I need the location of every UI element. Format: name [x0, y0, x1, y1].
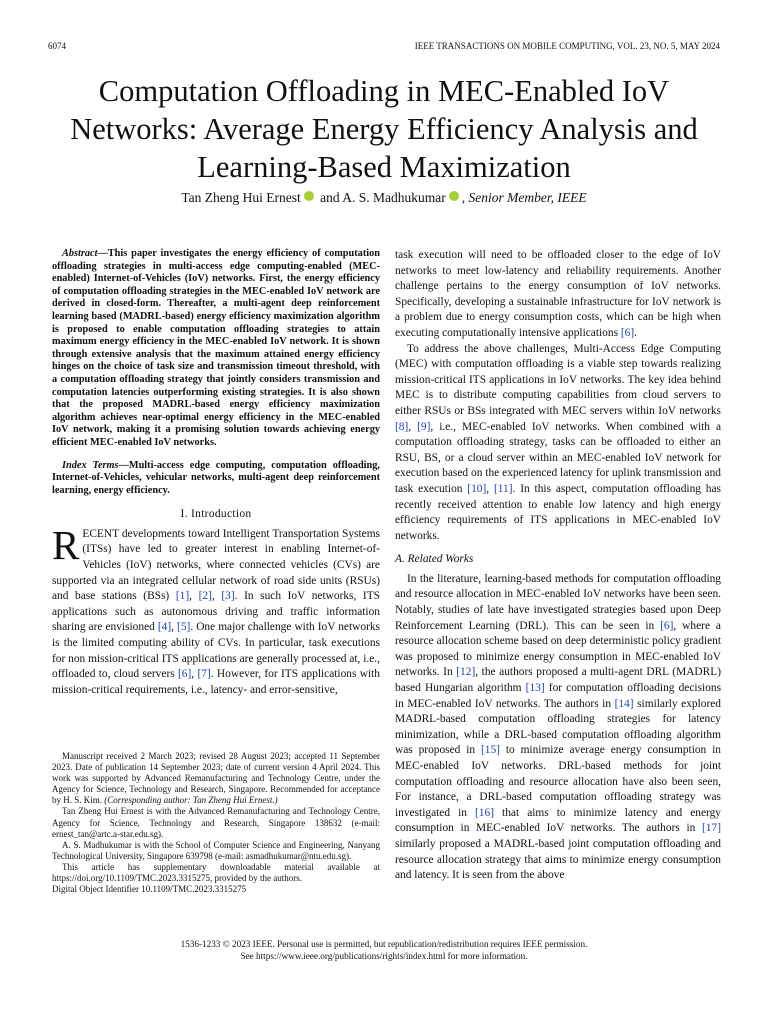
- author-name: and A. S. Madhukumar: [320, 190, 446, 205]
- citation-link[interactable]: [9]: [417, 420, 431, 433]
- page-number: 6074: [48, 41, 66, 51]
- abstract-label: Abstract: [62, 248, 98, 259]
- left-column: [52, 248, 380, 698]
- footnote-doi: Digital Object Identifier 10.1109/TMC.2023.3315275: [52, 884, 247, 895]
- citation-link[interactable]: [4]: [157, 621, 172, 634]
- citation-link[interactable]: [8]: [395, 420, 409, 433]
- citation-link[interactable]: [13]: [525, 682, 545, 695]
- corresponding-author: (Corresponding author: Tan Zheng Hui Ernest.): [104, 795, 278, 806]
- title-line: Networks: Average Energy Efficiency Analysis and: [70, 112, 698, 146]
- index-terms-label: Index Terms: [62, 459, 119, 471]
- body-paragraph: task execution will need to be offloaded closer to the edge of IoV networks to meet low-latency and reliability requirements. Another challenge pertains to the energy consumption of IoV networks. Specifically, developing a sustainable infrastructure for IoV network is a problem due to energy consumption costs, which can be high when executing computationally intensive applications [6].: [395, 249, 721, 339]
- index-terms: [52, 460, 380, 498]
- footnote-manuscript: Manuscript received 2 March 2023; revised 28 August 2023; accepted 11 September 2023. Date of publication 14 September 2023; date of current version 4 April 2024. This work was supported by Advanced Remanufacturing and Technology Centre, under the Agency for Science, Technology and Research, Singapore. Recommended for acceptance by H. S. Kim. (Corresponding author: Tan Zheng Hui Ernest.): [52, 751, 380, 806]
- section-heading: I. Introduction: [180, 508, 252, 521]
- author-line: [40, 190, 728, 206]
- citation-link[interactable]: [16]: [475, 806, 494, 819]
- citation-link[interactable]: [6]: [177, 668, 192, 681]
- footnotes: [52, 751, 380, 895]
- title-line: Learning-Based Maximization: [197, 150, 571, 184]
- citation-link[interactable]: [6]: [660, 619, 674, 632]
- subsection-heading: A. Related Works: [395, 553, 474, 566]
- citation-link[interactable]: [15]: [480, 744, 500, 757]
- orcid-icon[interactable]: [304, 191, 314, 201]
- copyright-line: 1536-1233 © 2023 IEEE. Personal use is permitted, but republication/redistribution requires IEEE permission.: [180, 939, 588, 949]
- running-header: [48, 41, 720, 53]
- title-line: Computation Offloading in MEC-Enabled IoV: [98, 74, 670, 108]
- abstract: [52, 248, 380, 450]
- citation-link[interactable]: [6]: [620, 326, 635, 339]
- footnote-author2: A. S. Madhukumar is with the School of Computer Science and Engineering, Nanyang Technological University, Singapore 639798 (e-mail: asmadhukumar@ntu.edu.sg).: [52, 839, 380, 861]
- paper-title: [40, 72, 728, 186]
- author-name: Tan Zheng Hui Ernest: [181, 190, 301, 205]
- drop-cap: R: [52, 521, 80, 568]
- citation-link[interactable]: [7]: [197, 668, 211, 681]
- citation-link[interactable]: [3]: [221, 590, 235, 603]
- body-paragraph: To address the above challenges, Multi-Access Edge Computing (MEC) with computation offloading is a viable step towards realizing mission-critical ITS applications in IoV networks. The key idea behind MEC is to distribute computing capabilities from cloud servers to either RSUs or BSs integrated with MEC servers within IoV networks [8], [9], i.e., MEC-enabled IoV networks. When combined with a computation offloading strategy, tasks can be offloaded to either an RSU, BS, or a cloud server within an MEC-enabled IoV network for execution based on the experienced latency for uplink transmission and task execution [10], [11]. In this aspect, computation offloading has recently received attention to enable low latency and high energy efficiency requirements of ITS applications in MEC-enabled IoV networks.: [395, 342, 721, 542]
- citation-link[interactable]: [2]: [198, 590, 212, 603]
- footnote-supplement: This article has supplementary downloadable material available at https://doi.org/10.1109/TMC.2023.3315275, provided by the authors.: [52, 861, 380, 884]
- right-column: [395, 248, 721, 884]
- copyright-notice: [40, 938, 728, 962]
- citation-link[interactable]: [14]: [614, 697, 634, 710]
- citation-link[interactable]: [12]: [456, 666, 476, 679]
- index-terms-text: —Multi-access edge computing, computation offloading, Internet-of-Vehicles, vehicular networks, multi-agent deep reinforcement learning, energy efficiency.: [52, 459, 380, 496]
- orcid-icon[interactable]: [449, 191, 459, 201]
- author-affiliation: , Senior Member, IEEE: [461, 190, 587, 205]
- abstract-text: —This paper investigates the energy efficiency of computation offloading strategies in multi-access edge computing-enabled (MEC-enabled) Internet-of-Vehicles (IoV) networks. First, the energy efficiency of computation offloading strategies in the MEC-enabled IoV network are derived in closed-form. Thereafter, a multi-agent deep reinforcement learning based (MADRL-based) energy efficiency maximization algorithm is proposed to enable computation offloading strategies to attain maximum energy efficiency in the MEC-enabled IoV network. It is shown through extensive analysis that the maximum attained energy efficiency hinges on the choice of task size and transmission timeout threshold, with a computation offloading strategy that jointly considers transmission and computation latencies outperforming existing strategies. It is also shown that the proposed MADRL-based energy efficiency maximization algorithm achieves near-optimal energy efficiency in the MEC-enabled IoV network, making it a promising solution towards achieving energy efficient MEC-enabled IoV networks.: [52, 248, 380, 448]
- intro-paragraph: RECENT developments toward Intelligent Transportation Systems (ITSs) have led to greater interest in enabling Internet-of-Vehicles (IoV) networks, where connected vehicles (CVs) are supported via an integrated cellular network of road side units (RSUs) and base stations (BSs) [1], [2], [3]. In such IoV networks, ITS applications such as autonomous driving and traffic information sharing are envisioned [4], [5]. One major challenge with IoV networks is the limited computing ability of CVs. In particular, task executions for non mission-critical ITS applications are generally processed at, i.e., offloaded to, cloud servers [6], [7]. However, for ITS applications with mission-critical requirements, i.e., latency- and error-sensitive,: [52, 521, 381, 696]
- citation-link[interactable]: [10]: [467, 482, 487, 495]
- journal-name: IEEE TRANSACTIONS ON MOBILE COMPUTING, VOL. 23, NO. 5, MAY 2024: [414, 41, 720, 51]
- citation-link[interactable]: [17]: [702, 822, 721, 835]
- body-paragraph: In the literature, learning-based methods for computation offloading and resource allocation in MEC-enabled IoV networks have been seen. Notably, studies of late have investigated strategies based upon Deep Reinforcement Learning (DRL). This can be seen in [6], where a resource allocation scheme based on deep deterministic policy gradient was proposed to minimize energy consumption in MEC-enabled IoV networks. In [12], the authors proposed a multi-agent DRL (MADRL) based Hungarian algorithm [13] for computation offloading decisions in MEC-enabled IoV networks. The authors in [14] similarly explored MADRL-based computation offloading strategies for latency minimization, while a DRL-based computation offloading algorithm was proposed in [15] to minimize average energy consumption in MEC-enabled IoV networks. DRL-based methods for joint computation offloading and resource allocation have also been seen, For instance, a DRL-based computation offloading strategy was investigated in [16] that aims to minimize latency and energy consumption in MEC-enabled IoV networks. The authors in [17] similarly proposed a MADRL-based joint computation offloading and resource allocation strategy that aims to minimize energy consumption and latency. It is seen from the above: [395, 572, 722, 882]
- footnote-author1: Tan Zheng Hui Ernest is with the Advanced Remanufacturing and Technology Centre, Agency for Science, Technology and Research, Singapore 138632 (e-mail: ernest_tan@artc.a-star.edu.sg).: [52, 806, 380, 839]
- citation-link[interactable]: [1]: [175, 590, 190, 603]
- citation-link[interactable]: [5]: [177, 621, 191, 634]
- citation-link[interactable]: [11]: [493, 482, 513, 495]
- rights-line: See https://www.ieee.org/publications/rights/index.html for more information.: [240, 951, 528, 961]
